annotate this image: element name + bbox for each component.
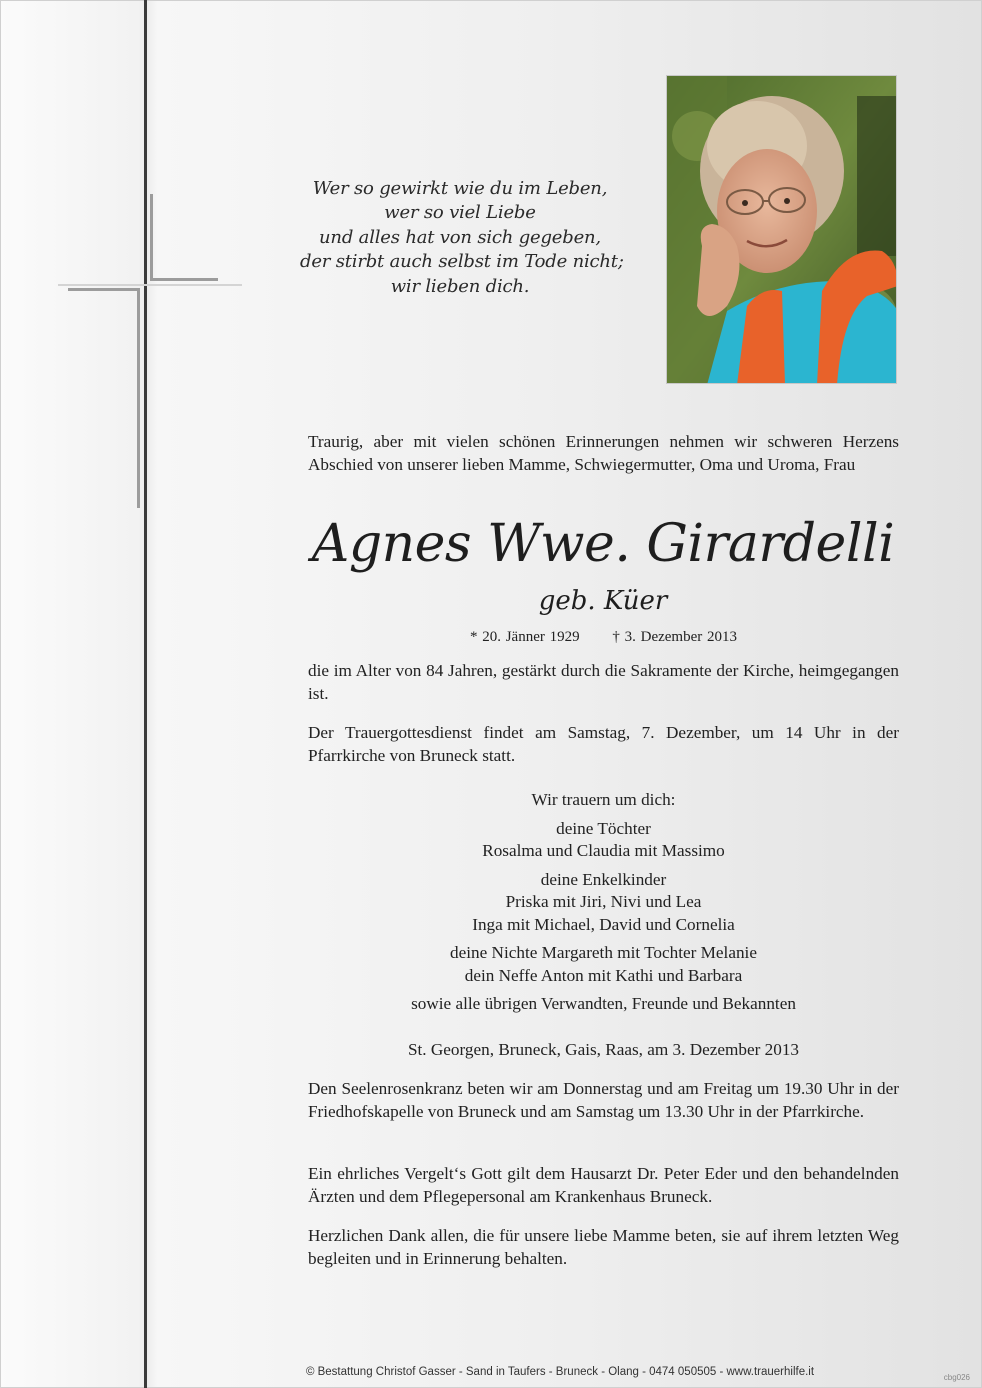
poem-line: wir lieben dich. (390, 275, 530, 297)
birth-date: * 20. Jänner 1929 (469, 629, 580, 645)
intro-paragraph: Traurig, aber mit vielen schönen Erinnerungen nehmen wir schweren Herzens Abschied von unserer lieben Mamme, Schwiegermutter, Oma und Uroma, Frau (308, 432, 899, 474)
closing-paragraph: Herzlichen Dank allen, die für unsere liebe Mamme beten, sie auf ihrem letzten Weg begleiten und in Erinnerung behalten. (308, 1226, 899, 1268)
mourners-heading: Wir trauern um dich: (531, 790, 676, 809)
footer-credit: © Bestattung Christof Gasser - Sand in Taufers - Bruneck - Olang - 0474 050505 - www.trauerhilfe.it (305, 1366, 815, 1378)
life-dates (308, 629, 899, 646)
poem-line: Wer so gewirkt wie du im Leben, (312, 178, 608, 199)
vertical-divider (144, 0, 147, 1388)
age-paragraph: die im Alter von 84 Jahren, gestärkt durch die Sakramente der Kirche, heimgegangen ist. (308, 661, 899, 703)
poem-line: wer so viel Liebe (384, 202, 536, 224)
poem-line: der stirbt auch selbst im Tode nicht; (300, 251, 624, 273)
death-date: † 3. Dezember 2013 (612, 629, 738, 645)
niece-line: deine Nichte Margareth mit Tochter Melanie (450, 943, 757, 962)
daughters-label: deine Töchter (556, 818, 651, 838)
maiden-name: geb. Küer (538, 586, 668, 616)
grandchildren-names: Inga mit Michael, David und Cornelia (472, 914, 735, 934)
nephew-line: dein Neffe Anton mit Kathi und Barbara (464, 965, 743, 985)
place-date: St. Georgen, Bruneck, Gais, Raas, am 3. Dezember 2013 (407, 1040, 800, 1059)
thanks-paragraph: Ein ehrliches Vergelt‘s Gott gilt dem Hausarzt Dr. Peter Eder und den behandelnden Ärzten und dem Pflegepersonal am Krankenhaus Bruneck. (308, 1164, 899, 1206)
portrait-photo (666, 75, 897, 384)
funeral-paragraph: Der Trauergottesdienst findet am Samstag, 7. Dezember, um 14 Uhr in der Pfarrkirche von Bruneck statt. (308, 723, 899, 765)
others-line: sowie alle übrigen Verwandten, Freunde und Bekannten (411, 994, 796, 1013)
daughters-names: Rosalma und Claudia mit Massimo (482, 841, 725, 860)
mourners-list (308, 789, 899, 1016)
rosary-paragraph: Den Seelenrosenkranz beten wir am Donnerstag und am Freitag um 19.30 Uhr in der Friedhofskapelle von Bruneck und am Samstag um 13.30 Uhr in der Pfarrkirche. (308, 1079, 899, 1121)
grandchildren-names: Priska mit Jiri, Nivi und Lea (505, 892, 702, 911)
poem-line: und alles hat von sich gegeben, (319, 226, 601, 248)
deceased-name: Agnes Wwe. Girardelli (311, 514, 895, 574)
reference-code: cbg026 (943, 1373, 970, 1382)
memorial-poem (300, 177, 624, 299)
grandchildren-label: deine Enkelkinder (540, 869, 667, 889)
